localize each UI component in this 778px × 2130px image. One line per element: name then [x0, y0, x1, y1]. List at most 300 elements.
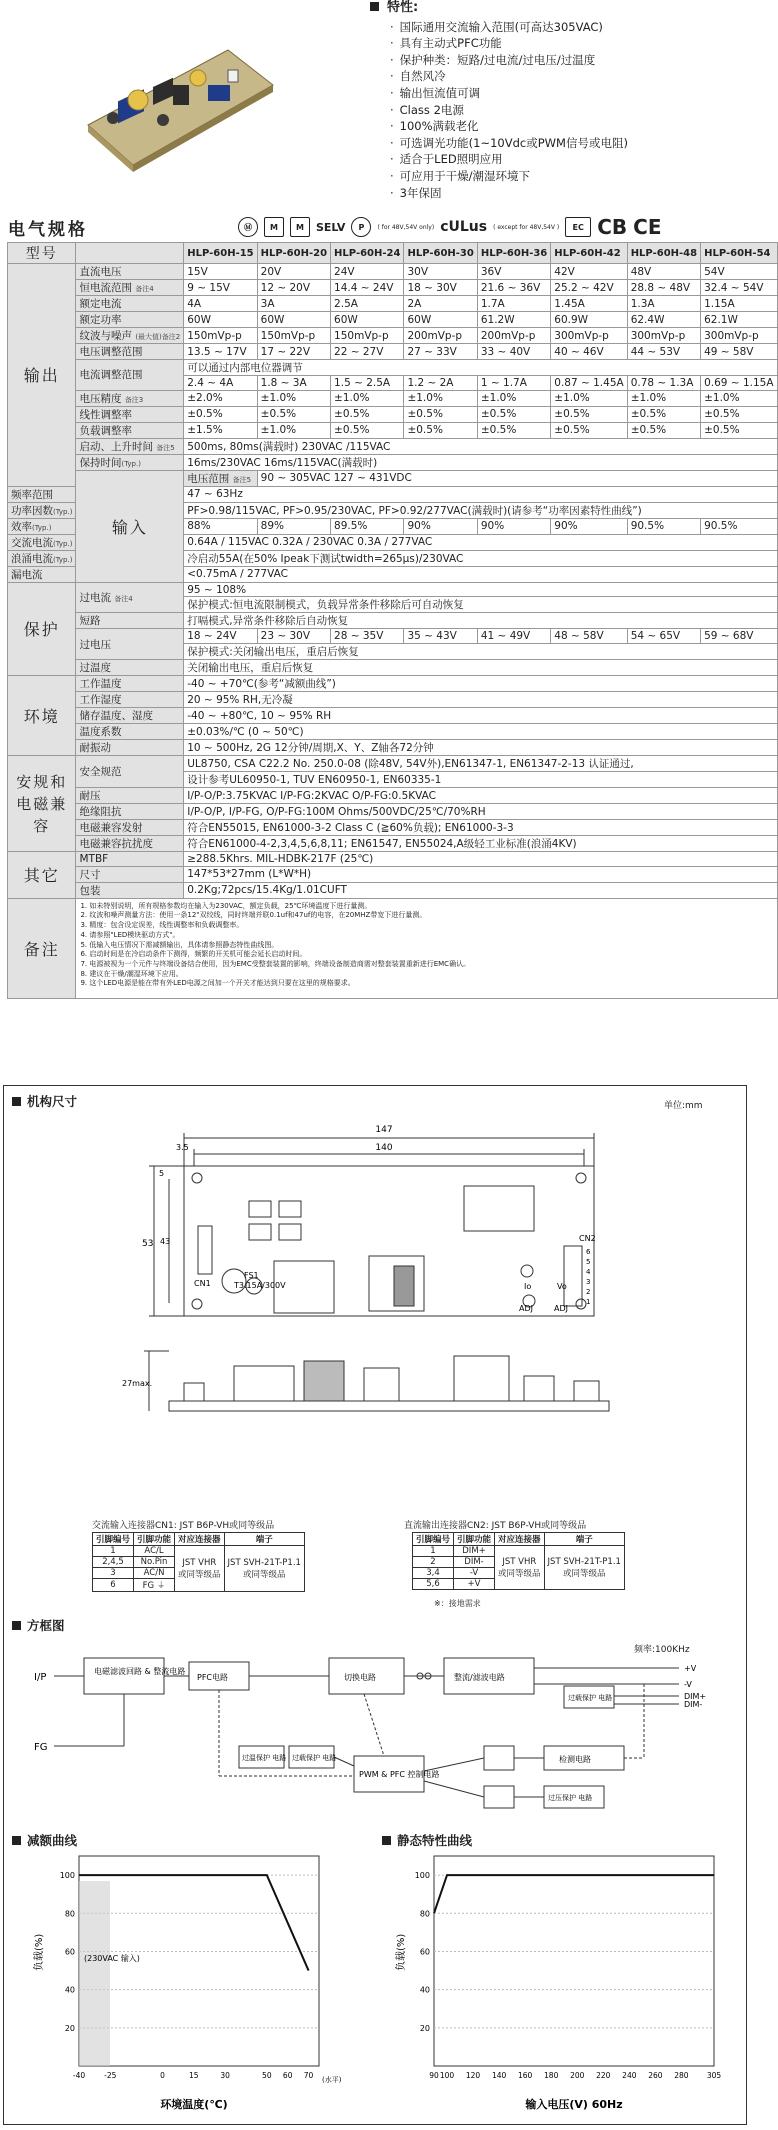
cell: 62.1W: [701, 312, 777, 328]
model-name: HLP-60H-54: [701, 243, 777, 264]
cell-span: 打嗝模式,异常条件移除后自动恢复: [184, 613, 777, 629]
spec-table: [7, 242, 778, 999]
row-label: 启动、上升时间 备注5: [76, 438, 184, 454]
pwm-block: PWM & PFC 控制电路: [359, 1770, 440, 1779]
fs1-label: FS1: [244, 1271, 259, 1280]
derating-xtick: 30: [220, 2071, 230, 2080]
row-label: 过电压: [76, 629, 184, 660]
model-name: HLP-60H-48: [627, 243, 700, 264]
td: DIM-: [454, 1557, 495, 1568]
block-title: 方框图: [12, 1616, 65, 1634]
vplus-label: +V: [684, 1664, 697, 1673]
cell: ±0.5%: [551, 406, 627, 422]
cell: ±1.0%: [257, 422, 330, 438]
ocp-block: 过载保护 电路: [568, 1694, 613, 1702]
cell: 1.7A: [477, 296, 550, 312]
cell: ±0.5%: [551, 422, 627, 438]
row-label: 过电流 备注4: [76, 582, 184, 613]
row-label: 负载调整率: [76, 422, 184, 438]
derating-chart: [24, 1846, 344, 2116]
th: 端子: [224, 1533, 304, 1546]
derating-title: 减额曲线: [12, 1831, 77, 1849]
note-line: 9. 这个LED电源是能在带有外LED电源之间加一个开关才能达到只要在这里的规格要求。: [80, 979, 355, 988]
dim-147: 147: [375, 1125, 393, 1135]
static-xlabel: 输入电压(V) 60Hz: [525, 2098, 623, 2111]
cell-span: 16ms/230VAC 16ms/115VAC(满载时): [184, 454, 777, 470]
cert-logo: P: [351, 217, 371, 237]
derating-xtick: -40: [72, 2071, 86, 2080]
cell: 1.3A: [627, 296, 700, 312]
cell: 4A: [184, 296, 257, 312]
cell-span: ±0.03%/℃ (0 ~ 50℃): [184, 724, 777, 740]
derating-xtick: 50: [262, 2071, 272, 2080]
group-notes: 备注: [8, 898, 76, 998]
cell-span: 10 ~ 500Hz, 2G 12分钟/周期,X、Y、Z轴各72分钟: [184, 740, 777, 756]
cell-span: 0.2Kg;72pcs/15.4Kg/1.01CUFT: [184, 882, 777, 898]
static-ytick: 40: [419, 1985, 430, 1995]
cell: 59 ~ 68V: [701, 629, 777, 644]
static-xtick: 160: [517, 2071, 533, 2080]
td: +V: [454, 1579, 495, 1590]
row-label: 绝缘阻抗: [76, 804, 184, 820]
cell: ±1.0%: [701, 390, 777, 406]
row-label: 工作温度: [76, 676, 184, 692]
cert-logo: Ⓜ: [238, 217, 258, 237]
note-line: 5. 低输入电压情况下需减额输出，具体请参照静态特性曲线图。: [80, 940, 279, 949]
cell: 0.87 ~ 1.45A: [551, 376, 627, 391]
cell-span: 可以通过内部电位器调节: [184, 360, 777, 376]
row-label: 效率(Typ.): [8, 518, 76, 534]
static-ytick: 60: [419, 1947, 430, 1957]
features-list: [370, 19, 750, 202]
cell: 13.5 ~ 17V: [184, 344, 257, 360]
pin-label: 3: [586, 1278, 591, 1286]
cell: 150mVp-p: [184, 328, 257, 344]
static-xtick: 90: [429, 2071, 439, 2080]
static-title: 静态特性曲线: [382, 1831, 472, 1849]
row-label: 直流电压: [76, 264, 184, 280]
row-label: 交流电流(Typ.): [8, 534, 76, 550]
cell: 3A: [257, 296, 330, 312]
cell: 54 ~ 65V: [627, 629, 700, 644]
cell: 41 ~ 49V: [477, 629, 550, 644]
cell-span: 符合EN55015, EN61000-3-2 Class C (≧60%负载); EN61000-3-3: [184, 820, 777, 836]
cell: 1.5 ~ 2.5A: [331, 376, 404, 391]
cell: 40 ~ 46V: [551, 344, 627, 360]
cell: ±1.0%: [404, 390, 477, 406]
cn2-footnote: ※：接地需求: [434, 1599, 481, 1608]
dim-3-5: 3.5: [176, 1143, 189, 1152]
cell: 23 ~ 30V: [257, 629, 330, 644]
cell: 62.4W: [627, 312, 700, 328]
cell: 2.5A: [331, 296, 404, 312]
selv-logo: SELV: [316, 220, 346, 234]
cell-span: 47 ~ 63Hz: [184, 486, 777, 502]
static-xtick: 180: [544, 2071, 559, 2080]
cell: 150mVp-p: [257, 328, 330, 344]
cell: ±1.0%: [627, 390, 700, 406]
static-xtick: 200: [570, 2071, 585, 2080]
cell: ±0.5%: [184, 406, 257, 422]
cell-span: 符合EN61000-4-2,3,4,5,6,8,11; EN61547, EN55024,A级轻工业标准(浪涌4KV): [184, 836, 777, 852]
td: 1: [93, 1546, 134, 1557]
model-name: HLP-60H-24: [331, 243, 404, 264]
spec-header: [8, 213, 748, 241]
cell: ±0.5%: [701, 406, 777, 422]
static-ytick: 80: [419, 1909, 430, 1919]
feature-item: · 输出恒流值可调: [390, 85, 750, 102]
cell: 2A: [404, 296, 477, 312]
row-label: 储存温度、湿度: [76, 708, 184, 724]
cell: 60W: [331, 312, 404, 328]
pin-label: 4: [586, 1268, 591, 1276]
vo-label: Vo: [557, 1282, 567, 1291]
td: DIM+: [454, 1546, 495, 1557]
derating-xunit: (水平): [322, 2076, 342, 2084]
dim-5: 5: [159, 1169, 165, 1178]
row-label: 安全规范: [76, 756, 184, 788]
derating-xtick: -25: [104, 2071, 117, 2080]
note-line: 6. 启动时间是在冷启动条件下测得，频繁的开关机可能会延长启动时间。: [80, 950, 307, 959]
cell: ±0.5%: [404, 406, 477, 422]
cell-span: PF>0.98/115VAC, PF>0.95/230VAC, PF>0.92/277VAC(满载时)(请参考“功率因素特性曲线”): [184, 502, 777, 518]
cn1-title: 交流输入连接器CN1: JST B6P-VH或同等级品: [92, 1521, 275, 1531]
rect-block: 整流/滤波电路: [454, 1673, 505, 1682]
row-label: 额定电流: [76, 296, 184, 312]
td: 5,6: [413, 1579, 454, 1590]
feature-item: · 可选调光功能(1~10Vdc或PWM信号或电阻): [390, 135, 750, 152]
row-label: 保持时间(Typ.): [76, 454, 184, 470]
cell: 0.78 ~ 1.3A: [627, 376, 700, 391]
cert-logos: [238, 213, 661, 241]
cell: ±2.0%: [184, 390, 257, 406]
derating-ytick: 100: [59, 1871, 75, 1881]
td: JST SVH-21T-P1.1 或同等级品: [544, 1546, 624, 1590]
cell: ±1.0%: [551, 390, 627, 406]
cell-span: UL8750, CSA C22.2 No. 250.0-08 (除48V, 54V外),EN61347-1, EN61347-2-13 认证通过,: [184, 756, 777, 772]
pin-label: 6: [586, 1248, 591, 1256]
static-series: [434, 1875, 714, 1913]
feature-item: · Class 2电源: [390, 102, 750, 119]
derating-ytick: 40: [64, 1985, 75, 1995]
static-xtick: 100: [439, 2071, 455, 2080]
cell: 88%: [184, 518, 257, 534]
cell: 90.5%: [627, 518, 700, 534]
cell: 90%: [477, 518, 550, 534]
dimp-label: DIM+: [684, 1692, 707, 1701]
td: JST VHR 或同等级品: [495, 1546, 545, 1590]
mech-title: 机构尺寸: [12, 1092, 77, 1110]
derating-ylabel: 负载(%): [34, 1933, 45, 1971]
td: FG ⏚: [134, 1579, 175, 1592]
cell: ±1.0%: [331, 390, 404, 406]
th: 引脚编号: [413, 1533, 454, 1546]
dimm-label: DIM-: [684, 1700, 703, 1709]
derating-note: (230VAC 输入): [84, 1954, 140, 1963]
td: 1: [413, 1546, 454, 1557]
vminus-label: -V: [684, 1680, 692, 1689]
spec-title: 电气规格: [8, 220, 88, 240]
mech-unit: 单位:mm: [664, 1101, 703, 1111]
cell: 42V: [551, 264, 627, 280]
static-xtick: 120: [465, 2071, 481, 2080]
cell: ±0.5%: [477, 406, 550, 422]
row-label: 频率范围: [8, 486, 76, 502]
cell: ±0.5%: [627, 422, 700, 438]
row-label: 线性调整率: [76, 406, 184, 422]
cell: ±0.5%: [477, 422, 550, 438]
th: 对应连接器: [495, 1533, 545, 1546]
cell-span: 20 ~ 95% RH,无冷凝: [184, 692, 777, 708]
cell: ±0.5%: [701, 422, 777, 438]
cell: 200mVp-p: [404, 328, 477, 344]
static-ytick: 100: [414, 1871, 430, 1881]
static-ytick: 20: [419, 2023, 430, 2033]
static-xtick: 140: [491, 2071, 507, 2080]
ovp-in-block: 过载保护 电路: [292, 1754, 337, 1762]
row-label: 电压范围 备注5: [184, 470, 257, 486]
th: 端子: [544, 1533, 624, 1546]
model-label: 型号: [8, 243, 76, 264]
cell: 1.2 ~ 2A: [404, 376, 477, 391]
product-photo: [78, 30, 278, 180]
row-label: 工作湿度: [76, 692, 184, 708]
cell-span: -40 ~ +70℃(参考“减额曲线”): [184, 676, 777, 692]
cell-span: 设计参考UL60950-1, TUV EN60950-1, EN60335-1: [184, 772, 777, 788]
ul-logo: cULus: [440, 219, 488, 235]
cell-span: I/P-O/P, I/P-FG, O/P-FG:100M Ohms/500VDC/25℃/70%RH: [184, 804, 777, 820]
cell: 28.8 ~ 48V: [627, 280, 700, 296]
cell: 89.5%: [331, 518, 404, 534]
row-label: 耐振动: [76, 740, 184, 756]
note-line: 4. 请参照"LED模块驱动方式"。: [80, 930, 180, 939]
cell: 32.4 ~ 54V: [701, 280, 777, 296]
th: 引脚功能: [134, 1533, 175, 1546]
feature-item: · 可应用于干燥/潮湿环境下: [390, 168, 750, 185]
td: AC/L: [134, 1546, 175, 1557]
cell: 30V: [404, 264, 477, 280]
cell-span: 关闭输出电压，重启后恢复: [184, 660, 777, 676]
feature-item: · 保护种类：短路/过电流/过电压/过温度: [390, 52, 750, 69]
model-name: HLP-60H-42: [551, 243, 627, 264]
row-label: 电磁兼容发射: [76, 820, 184, 836]
io-label: Io: [524, 1282, 532, 1291]
fg-label: FG: [34, 1742, 48, 1753]
cell: ±0.5%: [627, 406, 700, 422]
cert-logo: M: [290, 217, 310, 237]
cell: 60W: [404, 312, 477, 328]
cert-logo: M: [264, 217, 284, 237]
lower-frame: [3, 1085, 747, 2125]
cert-note: ( for 48V,54V only): [377, 223, 435, 231]
cell: 300mVp-p: [627, 328, 700, 344]
cell-span: 90 ~ 305VAC 127 ~ 431VDC: [257, 470, 777, 486]
cell: 36V: [477, 264, 550, 280]
cell: 1.15A: [701, 296, 777, 312]
td: JST VHR 或同等级品: [175, 1546, 225, 1592]
cell-span: ≥288.5Khrs. MIL-HDBK-217F (25℃): [184, 852, 777, 867]
static-chart: [389, 1846, 729, 2116]
cell: 20V: [257, 264, 330, 280]
derating-ytick: 80: [64, 1909, 75, 1919]
derating-xlabel: 环境温度(℃): [160, 2098, 228, 2111]
cell: 18 ~ 30V: [404, 280, 477, 296]
cell: 22 ~ 27V: [331, 344, 404, 360]
group-input: 输入: [76, 470, 184, 582]
row-label: 功率因数(Typ.): [8, 502, 76, 518]
cell: 90.5%: [701, 518, 777, 534]
static-xtick: 220: [596, 2071, 611, 2080]
row-label: 浪涌电流(Typ.): [8, 550, 76, 566]
cell-span: 500ms, 80ms(满载时) 230VAC /115VAC: [184, 438, 777, 454]
pfc-block: PFC电路: [197, 1673, 229, 1682]
static-xtick: 280: [674, 2071, 689, 2080]
derating-xtick: 15: [189, 2071, 199, 2080]
td: No.Pin: [134, 1557, 175, 1568]
row-label: 额定功率: [76, 312, 184, 328]
row-label: 耐压: [76, 788, 184, 804]
cn2-title: 直流输出连接器CN2: JST B6P-VH或同等级品: [404, 1521, 587, 1531]
block-diagram: [4, 1646, 748, 1816]
cell: 17 ~ 22V: [257, 344, 330, 360]
cell-span: 保护模式:关闭输出电压，重启后恢复: [184, 644, 777, 660]
cell: 200mVp-p: [477, 328, 550, 344]
cell: 21.6 ~ 36V: [477, 280, 550, 296]
static-xtick: 305: [706, 2071, 722, 2080]
cell-span: 冷启动55A(在50% Ipeak下测试twidth=265μs)/230VAC: [184, 550, 777, 566]
cell-span: I/P-O/P:3.75KVAC I/P-FG:2KVAC O/P-FG:0.5KVAC: [184, 788, 777, 804]
group-protection: 保护: [8, 582, 76, 675]
th: 对应连接器: [175, 1533, 225, 1546]
row-label: 包装: [76, 882, 184, 898]
th: 引脚编号: [93, 1533, 134, 1546]
feature-item: · 100%满载老化: [390, 118, 750, 135]
cell-span: 保护模式:恒电流限制模式，负载异常条件移除后可自动恢复: [184, 597, 777, 613]
switch-block: 切换电路: [344, 1673, 376, 1682]
row-label: 电压精度 备注3: [76, 390, 184, 406]
cell: 54V: [701, 264, 777, 280]
td: -V: [454, 1568, 495, 1579]
cell: 89%: [257, 518, 330, 534]
cell: ±0.5%: [331, 422, 404, 438]
note-line: 3. 精度：包含设定误差，线性调整率和负载调整率。: [80, 921, 244, 930]
dim-43: 43: [160, 1237, 171, 1246]
feature-item: · 3年保固: [390, 185, 750, 202]
row-label: MTBF: [76, 852, 184, 867]
derating-xtick: 0: [160, 2071, 165, 2080]
dim-53: 53: [142, 1239, 154, 1249]
cell: 27 ~ 33V: [404, 344, 477, 360]
cell: 1.8 ~ 3A: [257, 376, 330, 391]
cn1-table: [92, 1532, 305, 1592]
cell: 48 ~ 58V: [551, 629, 627, 644]
static-xtick: 240: [622, 2071, 637, 2080]
dim-27: 27max.: [122, 1379, 153, 1388]
ip-label: I/P: [34, 1672, 47, 1683]
feature-item: · 自然风冷: [390, 68, 750, 85]
cn1-label: CN1: [194, 1279, 211, 1288]
note-line: 2. 纹波和噪声测量方法：使用一条12"双绞线，同时终端并联0.1uf和47uf的电容，在20MHZ带宽下进行量测。: [80, 911, 427, 920]
row-label: 尺寸: [76, 866, 184, 882]
static-xtick: 260: [648, 2071, 663, 2080]
otp-block: 过温保护 电路: [242, 1754, 287, 1762]
cell: 1.45A: [551, 296, 627, 312]
cell: 24V: [331, 264, 404, 280]
cell: 300mVp-p: [701, 328, 777, 344]
feature-item: · 国际通用交流输入范围(可高达305VAC): [390, 19, 750, 36]
row-label: 电流调整范围: [76, 360, 184, 391]
ce-logo: CE: [633, 215, 662, 239]
derating-ytick: 60: [64, 1947, 75, 1957]
cell-span: -40 ~ +80℃, 10 ~ 95% RH: [184, 708, 777, 724]
cell: 35 ~ 43V: [404, 629, 477, 644]
row-label: 恒电流范围 备注4: [76, 280, 184, 296]
cell: 44 ~ 53V: [627, 344, 700, 360]
cell: 150mVp-p: [331, 328, 404, 344]
td: JST SVH-21T-P1.1 或同等级品: [224, 1546, 304, 1592]
cell: 2.4 ~ 4A: [184, 376, 257, 391]
ovp-block: 过压保护 电路: [548, 1794, 593, 1802]
cell: ±0.5%: [331, 406, 404, 422]
row-label: 电磁兼容抗扰度: [76, 836, 184, 852]
cell: 15V: [184, 264, 257, 280]
td: AC/N: [134, 1568, 175, 1579]
td: 6: [93, 1579, 134, 1592]
cb-logo: CB: [597, 215, 628, 239]
row-label: 温度系数: [76, 724, 184, 740]
cell-span: 95 ~ 108%: [184, 582, 777, 597]
cell: ±1.0%: [477, 390, 550, 406]
row-label: 电压调整范围: [76, 344, 184, 360]
model-name: HLP-60H-30: [404, 243, 477, 264]
model-name: HLP-60H-36: [477, 243, 550, 264]
cell: 300mVp-p: [551, 328, 627, 344]
model-name: HLP-60H-20: [257, 243, 330, 264]
cell-span: <0.75mA / 277VAC: [184, 566, 777, 582]
note-line: 7. 电源被视为一个元件与终端设备结合使用，因为EMC受整套装置的影响，终端设备制造商需对整套装置重新进行EMC确认。: [80, 959, 471, 968]
cell-span: 147*53*27mm (L*W*H): [184, 866, 777, 882]
emi-block: 电磁滤波回路 & 整流电路: [94, 1667, 186, 1676]
pin-label: 5: [586, 1258, 591, 1266]
cell: 18 ~ 24V: [184, 629, 257, 644]
pin-label: 2: [586, 1288, 591, 1296]
td: 3: [93, 1568, 134, 1579]
notes-cell: [76, 898, 777, 998]
cell: 48V: [627, 264, 700, 280]
cell: ±0.5%: [257, 406, 330, 422]
note-line: 1. 如未特别说明，所有规格参数均在输入为230VAC，额定负载，25℃环境温度下进行量测。: [80, 901, 372, 910]
cell: 90%: [404, 518, 477, 534]
group-output: 输出: [8, 264, 76, 487]
derating-xtick: 60: [282, 2071, 293, 2080]
cell: 60W: [257, 312, 330, 328]
row-label: 漏电流: [8, 566, 76, 582]
cell: 12 ~ 20V: [257, 280, 330, 296]
group-safety: 安规和电磁兼容: [8, 756, 76, 852]
features-title: 特性:: [370, 0, 750, 17]
group-environment: 环境: [8, 676, 76, 756]
td: 2: [413, 1557, 454, 1568]
cell: 14.4 ~ 24V: [331, 280, 404, 296]
row-label: 纹波与噪声 (最大值)备注2: [76, 328, 184, 344]
cell: 60W: [184, 312, 257, 328]
vo-adj-label: ADJ: [554, 1304, 568, 1313]
row-label: 短路: [76, 613, 184, 629]
cell: 61.2W: [477, 312, 550, 328]
derating-ytick: 20: [64, 2023, 75, 2033]
io-adj-label: ADJ: [519, 1304, 533, 1313]
cell: 49 ~ 58V: [701, 344, 777, 360]
